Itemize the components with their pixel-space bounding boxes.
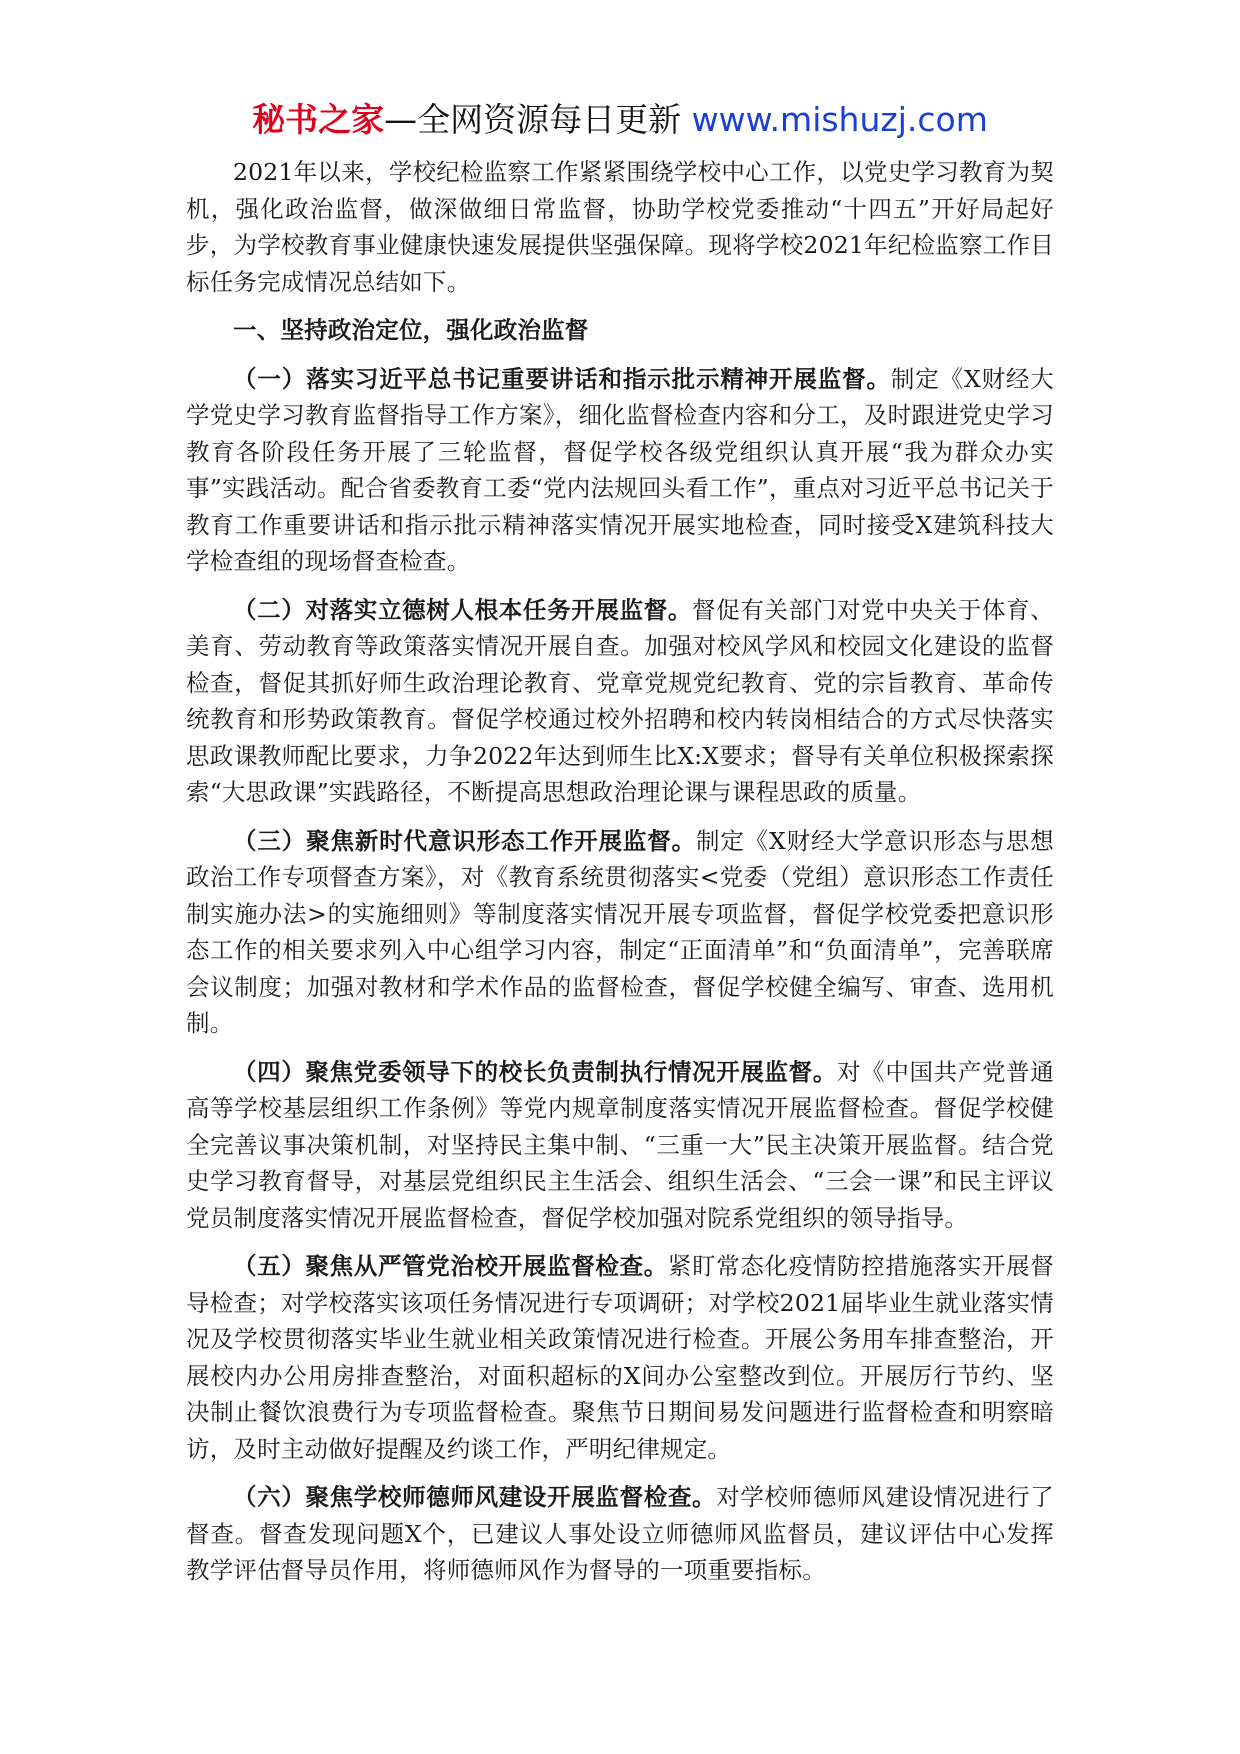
intro-paragraph: 2021年以来，学校纪检监察工作紧紧围绕学校中心工作，以党史学习教育为契机，强化政治监督，做深做细日常监督，协助学校党委推动“十四五”开好局起好步，为学校教育事业健康快速发展提供坚强保障。现将学校2021年纪检监察工作目标任务完成情况总结如下。 xyxy=(186,158,1054,296)
section-heading: 一、坚持政治定位，强化政治监督 xyxy=(233,316,589,344)
site-slogan: —全网资源每日更新 xyxy=(384,100,682,139)
site-banner xyxy=(0,98,1240,142)
item-lead-2: （二）对落实立德树人根本任务开展监督。 xyxy=(233,595,693,624)
site-url[interactable]: www.mishuzj.com xyxy=(691,100,988,139)
item-lead-4: （四）聚焦党委领导下的校长负责制执行情况开展监督。 xyxy=(233,1057,838,1086)
document-body xyxy=(186,154,1054,1601)
item-text-5: 紧盯常态化疫情防控措施落实开展督导检查；对学校落实该项任务情况进行专项调研；对学校2021届毕业生就业落实情况及学校贯彻落实毕业生就业相关政策情况进行检查。开展公务用车排查整治，开展校内办公用房排查整治，对面积超标的X间办公室整改到位。开展厉行节约、坚决制止餐饮浪费行为专项监督检查。聚焦节日期间易发问题进行监督检查和明察暗访，及时主动做好提醒及约谈工作，严明纪律规定。 xyxy=(186,1252,1054,1463)
site-brand: 秘书之家 xyxy=(252,100,385,139)
item-text-4: 对《中国共产党普通高等学校基层组织工作条例》等党内规章制度落实情况开展监督检查。督促学校健全完善议事决策机制，对坚持民主集中制、“三重一大”民主决策开展监督。结合党史学习教育督导，对基层党组织民主生活会、组织生活会、“三会一课”和民主评议党员制度落实情况开展监督检查，督促学校加强对院系党组织的领导指导。 xyxy=(186,1057,1054,1232)
item-paragraph-4 xyxy=(186,1054,1054,1237)
item-lead-3: （三）聚焦新时代意识形态工作开展监督。 xyxy=(233,826,696,855)
item-paragraph-2 xyxy=(186,592,1054,811)
item-paragraph-6 xyxy=(186,1479,1054,1589)
item-paragraph-5 xyxy=(186,1248,1054,1467)
item-text-6: 对学校师德师风建设情况进行了督查。督查发现问题X个，已建议人事处设立师德师风监督员，建议评估中心发挥教学评估督导员作用，将师德师风作为督导的一项重要指标。 xyxy=(186,1483,1055,1584)
item-text-2: 督促有关部门对党中央关于体育、美育、劳动教育等政策落实情况开展自查。加强对校风学风和校园文化建设的监督检查，督促其抓好师生政治理论教育、党章党规党纪教育、党的宗旨教育、革命传统教育和形势政策教育。督促学校通过校外招聘和校内转岗相结合的方式尽快落实思政课教师配比要求，力争2022年达到师生比X:X要求；督导有关单位积极探索探索“大思政课”实践路径，不断提高思想政治理论课与课程思政的质量。 xyxy=(186,595,1054,806)
item-lead-6: （六）聚焦学校师德师风建设开展监督检查。 xyxy=(233,1483,717,1511)
item-text-1: 制定《X财经大学党史学习教育监督指导工作方案》，细化监督检查内容和分工，及时跟进党史学习教育各阶段任务开展了三轮监督，督促学校各级党组织认真开展“我为群众办实事”实践活动。配合省委教育工委“党内法规回头看工作”，重点对习近平总书记关于教育工作重要讲话和指示批示精神落实情况开展实地检查，同时接受X建筑科技大学检查组的现场督查检查。 xyxy=(186,364,1054,575)
item-lead-5: （五）聚焦从严管党治校开展监督检查。 xyxy=(233,1252,668,1280)
item-paragraph-1 xyxy=(186,361,1054,580)
item-lead-1: （一）落实习近平总书记重要讲话和指示批示精神开展监督。 xyxy=(233,364,891,393)
item-text-3: 制定《X财经大学意识形态与思想政治工作专项督查方案》，对《教育系统贯彻落实<党委（党组）意识形态工作责任制实施办法>的实施细则》等制度落实情况开展专项监督，督促学校党委把意识形态工作的相关要求列入中心组学习内容，制定“正面清单”和“负面清单”，完善联席会议制度；加强对教材和学术作品的监督检查，督促学校健全编写、审查、选用机制。 xyxy=(186,826,1054,1037)
item-paragraph-3 xyxy=(186,823,1054,1042)
